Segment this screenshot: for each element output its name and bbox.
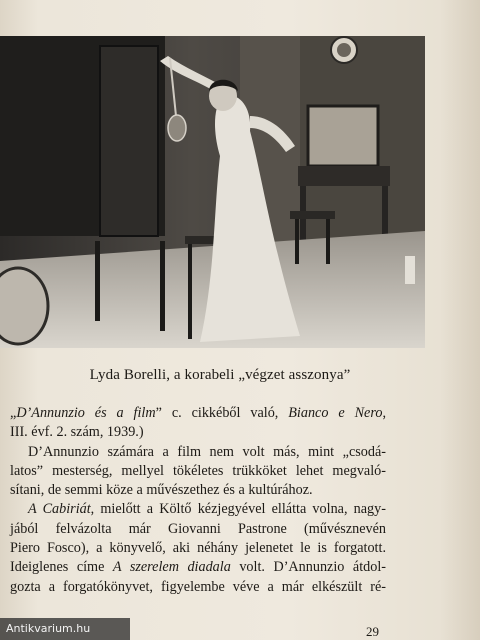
text-line: Ideiglenes címe A szerelem diadala volt. D’Annunzio átdol- xyxy=(10,559,386,576)
text-line: A Cabiriát, mielőtt a Költő kézjegyével ellátta volna, nagy- xyxy=(28,501,386,518)
watermark-logo: Antikvarium.hu xyxy=(0,618,130,640)
photo-caption: Lyda Borelli, a korabeli „végzet asszonya” xyxy=(89,367,351,383)
text-line: D’Annunzio számára a film nem volt más, mint „csodá- xyxy=(28,443,386,460)
page-edge-shadow xyxy=(440,0,480,640)
text-line: latos” mesterség, mellyel tökéletes trükköket lehet megvaló- xyxy=(10,462,386,479)
text-line: gozta a forgatókönyvet, figyelembe véve a már elkészült ré- xyxy=(10,578,386,595)
text-line: Piero Fosco), a könyvelő, aki néhány jelenetet le is forgatott. xyxy=(10,540,386,557)
film-still-photo xyxy=(0,36,425,348)
italic-title: A szerelem diadala xyxy=(112,559,231,576)
italic-title: D’Annunzio és a film xyxy=(16,405,156,421)
body-text xyxy=(10,404,386,597)
text-line: sítani, de semmi köze a művészethez és a kultúrához. xyxy=(10,482,313,499)
text-line: III. évf. 2. szám, 1939.) xyxy=(10,424,144,441)
italic-title: A Cabiriát xyxy=(28,501,91,518)
text-line: „D’Annunzio és a film” c. cikkéből való, Bianco e Nero, xyxy=(10,405,386,421)
page-number: 29 xyxy=(366,624,379,639)
italic-title: Bianco e Nero xyxy=(288,405,383,421)
text-line: jából felvázolta már Giovanni Pastrone (művésznevén xyxy=(10,520,386,537)
